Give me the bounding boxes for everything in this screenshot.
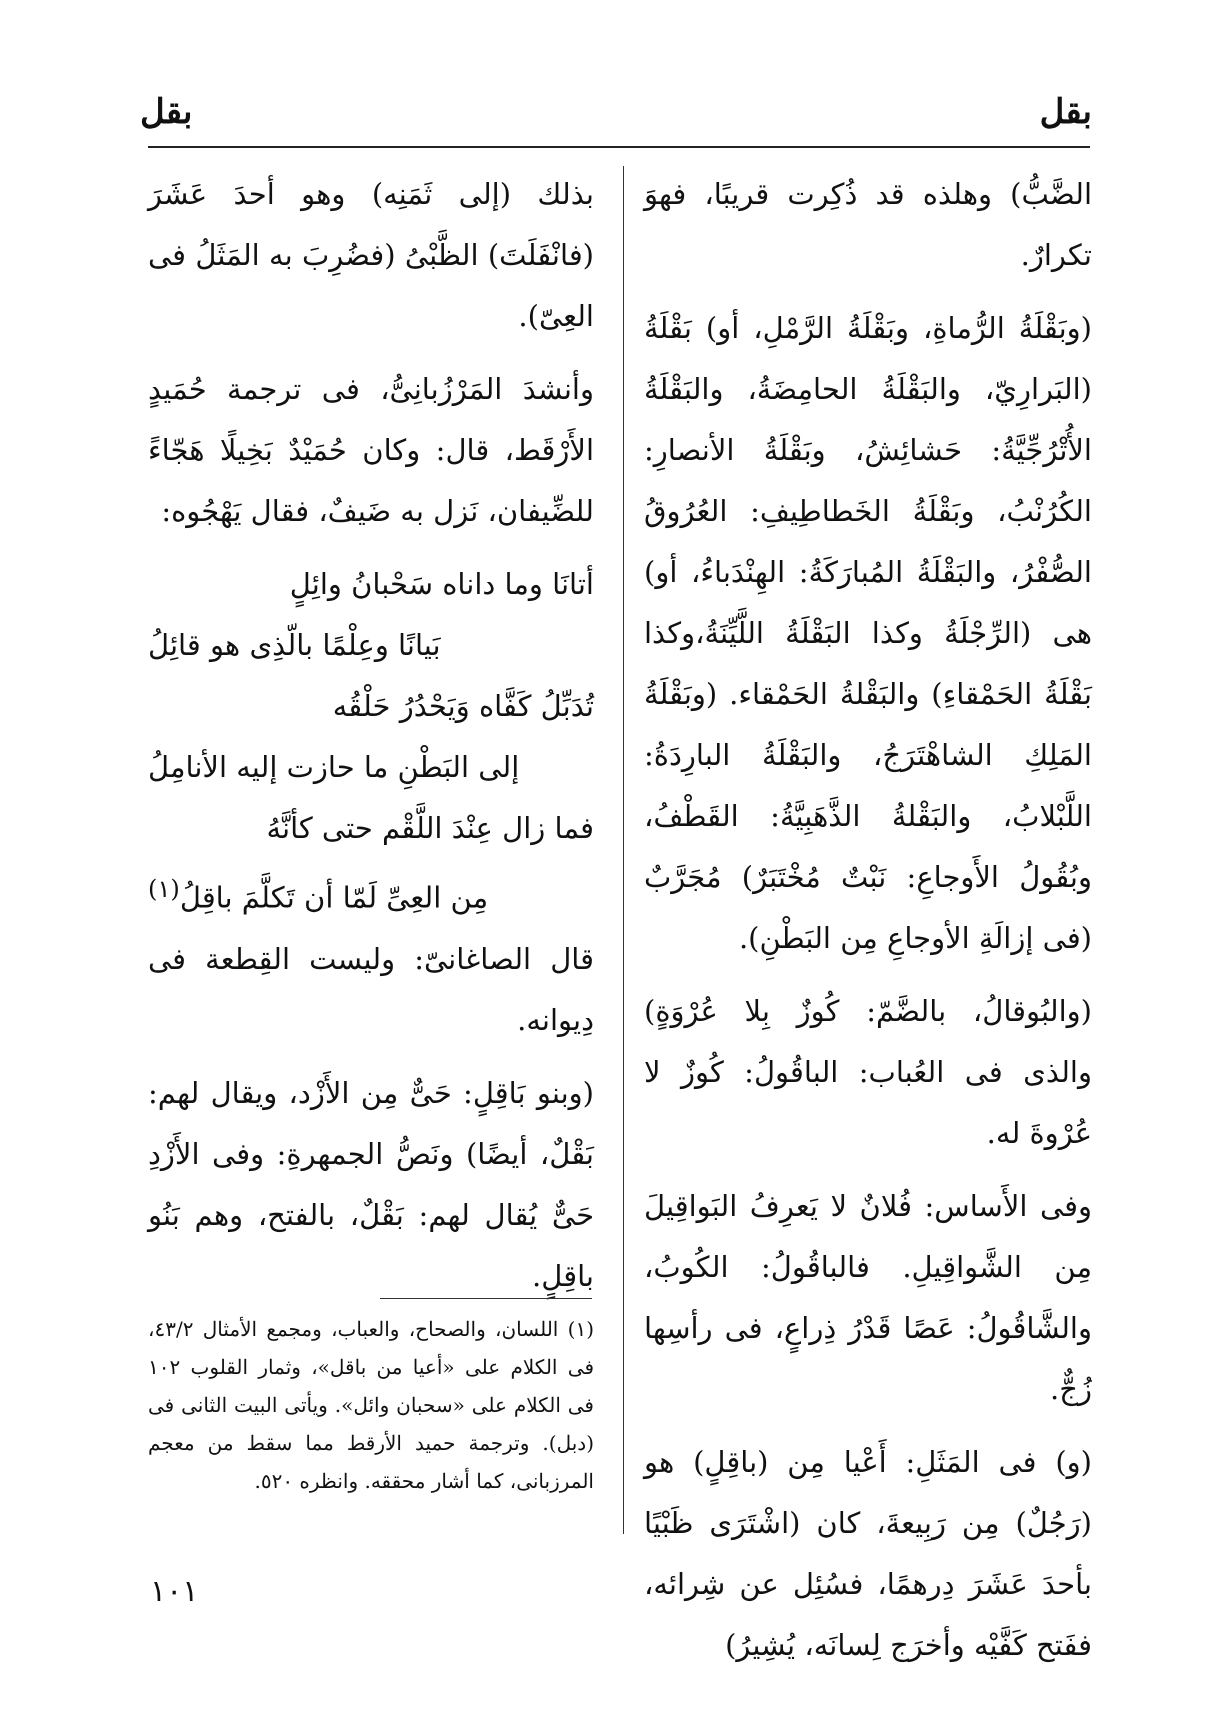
paragraph: بذلك (إلى ثَمَنِه) وهو أحدَ عَشَرَ (فانْفَلَتَ) الظَّبْىُ (فضُرِبَ به المَثَلُ فى العِىّ). bbox=[148, 177, 594, 333]
verse-text: مِن العِىِّ لَمّا أن تَكلَّمَ باقِلُ bbox=[179, 880, 489, 915]
poem-verse bbox=[148, 798, 594, 929]
paragraph: (والبُوقالُ، بالضَّمّ: كُوزٌ بِلا عُرْوَةٍ) والذى فى العُباب: الباقُولُ: كُوزٌ لا عُرْوةَ له. bbox=[644, 994, 1092, 1150]
page-number: ١٠١ bbox=[150, 1574, 199, 1609]
paragraph: (و) فى المَثَلِ: أَعْيا مِن (باقِلٍ) هو (رَجُلٌ) مِن رَبِيعةَ، كان (اشْتَرَى ظَبْيًا بأحدَ عَشَرَ دِرهمًا، فسُئِل عن شِرائه، ففَتح كَفَّيْه وأخرَج لِسانَه، يُشِيرُ) bbox=[644, 1445, 1092, 1662]
verse-first-hemistich: تُدَبِّلُ كَفَّاه وَيَحْدُرُ حَلْقُه bbox=[332, 689, 594, 723]
paragraph: قال الصاغانىّ: وليست القِطعة فى دِيوانه. bbox=[148, 941, 594, 1037]
left-column bbox=[148, 164, 594, 1319]
poem-verse bbox=[148, 676, 594, 798]
paragraph: وأنشدَ المَرْزُبانِىُّ، فى ترجمة حُمَيدٍ الأَرْقَط، قال: وكان حُمَيْدٌ بَخِيلًا هَجّاءً للضِّيفان، نَزل به ضَيفٌ، فقال يَهْجُوه: bbox=[148, 372, 594, 528]
column-divider bbox=[623, 166, 624, 1534]
verse-first-hemistich: فما زال عِنْدَ اللَّقْم حتى كأنَّهُ bbox=[266, 811, 594, 845]
verse-second-hemistich bbox=[148, 859, 594, 929]
running-head-right: بقل bbox=[1039, 92, 1092, 132]
footnote-rule bbox=[380, 1298, 592, 1299]
header-rule bbox=[148, 146, 1090, 148]
footnote: (١) اللسان، والصحاح، والعباب، ومجمع الأمثال ٤٣/٢، فى الكلام على «أعيا من باقل»، وثمار القلوب ١٠٢ فى الكلام على «سحبان وائل». ويأتى البيت الثانى فى (دبل). وترجمة حميد الأرقط مما سقط من معجم المرزبانى، كما أشار محققه. وانظره ٥٢٠. bbox=[148, 1317, 594, 1493]
verse-first-hemistich: أتانَا وما داناه سَحْبانُ وائِلٍ bbox=[289, 567, 594, 601]
verse-second-hemistich: بَيانًا وعِلْمًا بالّذِى هو قائِلُ bbox=[148, 628, 441, 662]
paragraph: (وبَقْلَةُ الرُّماةِ، وبَقْلَةُ الرَّمْلِ، أو) بَقْلَةُ (البَرارِيّ، والبَقْلَةُ الحامِضَةُ، والبَقْلَةُ الأُتْرُجِّيَّةُ: حَشائِشُ، وبَقْلَةُ الأنصارِ: الكُرُنْبُ، وبَقْلَةُ الخَطاطِيفِ: العُرُوقُ الصُّفْرُ، والبَقْلَةُ المُبارَكَةُ: الهِنْدَباءُ، أو) هى (الرِّجْلَةُ وكذا البَقْلَةُ اللَّيِّنَةُ،وكذا بَقْلَةُ الحَمْقاءِ) والبَقْلةُ الحَمْقاء. (وبَقْلَةُ المَلِكِ الشاهْتَرَجُ، والبَقْلَةُ البارِدَةُ: اللَّبْلابُ، والبَقْلةُ الذَّهَبِيَّةُ: القَطْفُ، وبُقُولُ الأَوجاعِ: نَبْتٌ مُخْتَبَرٌ) مُجَرَّبٌ (فى إزالَةِ الأوجاعِ مِن البَطْنِ). bbox=[644, 311, 1092, 955]
paragraph: وفى الأَساس: فُلانٌ لا يَعرِفُ البَواقِيلَ مِن الشَّواقِيلِ. فالباقُولُ: الكُوبُ، والشَّاقُولُ: عَصًا قَدْرُ ذِراعٍ، فى رأسِها زُجٌّ. bbox=[644, 1189, 1092, 1406]
paragraph: الضَّبُّ) وهلذه قد ذُكِرت قريبًا، فهوَ تكرارٌ. bbox=[644, 177, 1092, 272]
poem-verse bbox=[148, 554, 594, 676]
footnote-mark: (١) bbox=[148, 875, 180, 903]
paragraph: (وبنو بَاقِلٍ: حَىٌّ مِن الأَزْد، ويقال لهم: بَقْلٌ، أيضًا) ونَصُّ الجمهرةِ: وفى الأَزْدِ حَىٌّ يُقال لهم: بَقْلٌ، بالفتح، وهم بَنُو باقِلٍ. bbox=[148, 1075, 594, 1293]
right-column bbox=[644, 164, 1092, 1688]
verse-second-hemistich: إلى البَطْنِ ما حازت إليه الأنامِلُ bbox=[148, 750, 520, 784]
running-head-left: بقل bbox=[140, 92, 193, 132]
